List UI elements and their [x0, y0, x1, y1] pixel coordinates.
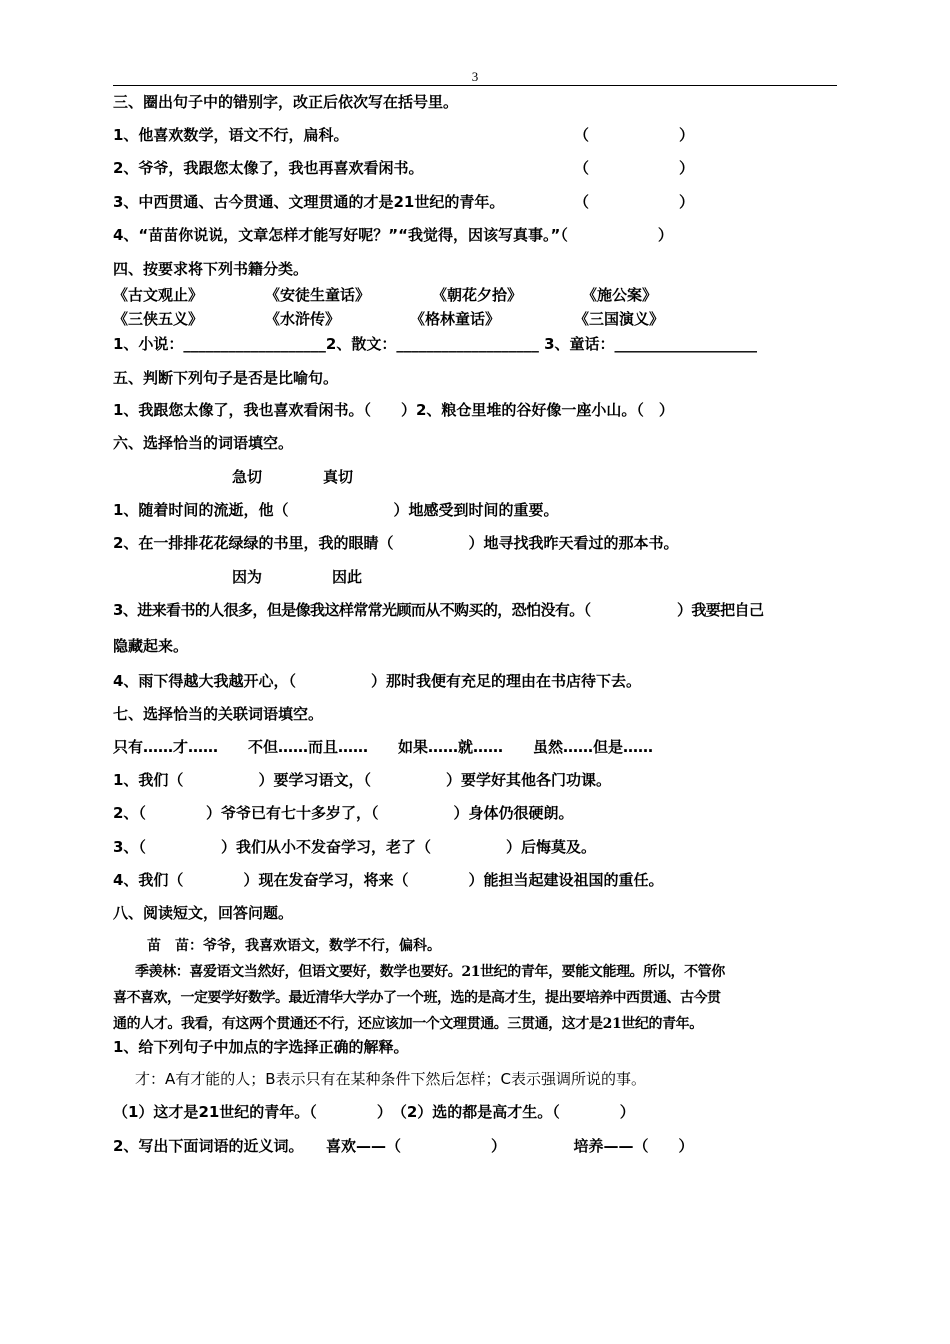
book-title: 《水浒传》 [265, 310, 341, 328]
section-3-title: 三、圈出句子中的错别字，改正后依次写在括号里。 [113, 93, 459, 111]
header-rule [113, 85, 837, 86]
book-title: 《格林童话》 [410, 310, 501, 328]
section-7-title: 七、选择恰当的关联词语填空。 [113, 705, 324, 723]
section-6-question-2: 2、在一排排花花绿绿的书里，我的眼睛（ ）地寻找我昨天看过的那本书。 [113, 534, 679, 552]
section-6-question-3: 3、进来看书的人很多，但是像我这样常常光顾而从不购买的，恐怕没有。（ ）我要把自己 [113, 601, 764, 619]
section-8-question-1-items: （1）这才是21世纪的青年。（ ） （2）选的都是高才生。（ ） [113, 1103, 635, 1121]
section-6-question-1: 1、随着时间的流逝，他（ ）地感受到时间的重要。 [113, 501, 559, 519]
section-7-question-4: 4、我们（ ）现在发奋学习，将来（ ）能担当起建设祖国的重任。 [113, 871, 664, 889]
book-title: 《古文观止》 [113, 286, 204, 304]
reading-line: 苗 苗：爷爷，我喜欢语文，数学不行，偏科。 [147, 938, 441, 954]
book-title: 《三国演义》 [574, 310, 665, 328]
word-choice: 因此 [332, 568, 363, 586]
section-7-question-1: 1、我们（ ）要学习语文，（ ）要学好其他各门功课。 [113, 771, 611, 789]
section-3-answer-2: （ ） [574, 159, 695, 177]
section-5-questions: 1、我跟您太像了，我也喜欢看闲书。（ ）2、粮仓里堆的谷好像一座小山。（ ） [113, 401, 674, 419]
section-3-question-1: 1、他喜欢数学，语文不行，扁科。 [113, 126, 349, 144]
section-4-title: 四、按要求将下列书籍分类。 [113, 260, 309, 278]
section-3-question-2: 2、爷爷，我跟您太像了，我也再喜欢看闲书。 [113, 159, 424, 177]
page-number: 3 [471, 69, 479, 84]
conjunction-choices: 只有……才…… 不但……而且…… 如果……就…… 虽然……但是…… [113, 738, 654, 756]
section-3-question-3: 3、中西贯通、古今贯通、文理贯通的才是21世纪的青年。 [113, 193, 505, 211]
section-3-answer-1: （ ） [574, 126, 695, 144]
section-6-title: 六、选择恰当的词语填空。 [113, 434, 294, 452]
book-title: 《朝花夕拾》 [432, 286, 523, 304]
reading-line: 通的人才。我看，有这两个贯通还不行，还应该加一个文理贯通。三贯通，这才是21世纪的青年。 [113, 1016, 703, 1032]
section-8-question-2: 2、写出下面词语的近义词。 喜欢——（ ） 培养——（ ） [113, 1137, 694, 1155]
section-4-answer-line: 1、小说：___________________2、散文：___________________ 3、童话：___________________ [113, 335, 758, 353]
section-8-question-1: 1、给下列句子中加点的字选择正确的解释。 [113, 1038, 409, 1056]
section-7-question-3: 3、（ ）我们从小不发奋学习，老了（ ）后悔莫及。 [113, 838, 596, 856]
word-choice: 急切 [232, 468, 263, 486]
section-3-question-4: 4、“苗苗你说说，文章怎样才能写好呢？”“我觉得，因该写真事。”（ ） [113, 226, 673, 244]
section-5-title: 五、判断下列句子是否是比喻句。 [113, 369, 339, 387]
book-title: 《三侠五义》 [113, 310, 204, 328]
section-8-title: 八、阅读短文，回答问题。 [113, 904, 294, 922]
section-3-answer-3: （ ） [574, 193, 695, 211]
book-title: 《施公案》 [582, 286, 658, 304]
reading-line: 季羡林：喜爱语文当然好，但语文要好，数学也要好。21世纪的青年，要能文能理。所以，不管你 [135, 964, 725, 980]
book-title: 《安徒生童话》 [265, 286, 371, 304]
reading-line: 喜不喜欢，一定要学好数学。最近清华大学办了一个班，选的是高才生，提出要培养中西贯通、古今贯 [113, 990, 721, 1006]
section-6-question-3-continued: 隐藏起来。 [113, 637, 189, 655]
section-7-question-2: 2、（ ）爷爷已有七十多岁了，（ ）身体仍很硬朗。 [113, 804, 574, 822]
word-choice: 因为 [232, 568, 263, 586]
word-choice: 真切 [323, 468, 354, 486]
definition-line: 才：A有才能的人；B表示只有在某种条件下然后怎样；C表示强调所说的事。 [135, 1070, 647, 1088]
section-6-question-4: 4、雨下得越大我越开心，（ ）那时我便有充足的理由在书店待下去。 [113, 672, 641, 690]
